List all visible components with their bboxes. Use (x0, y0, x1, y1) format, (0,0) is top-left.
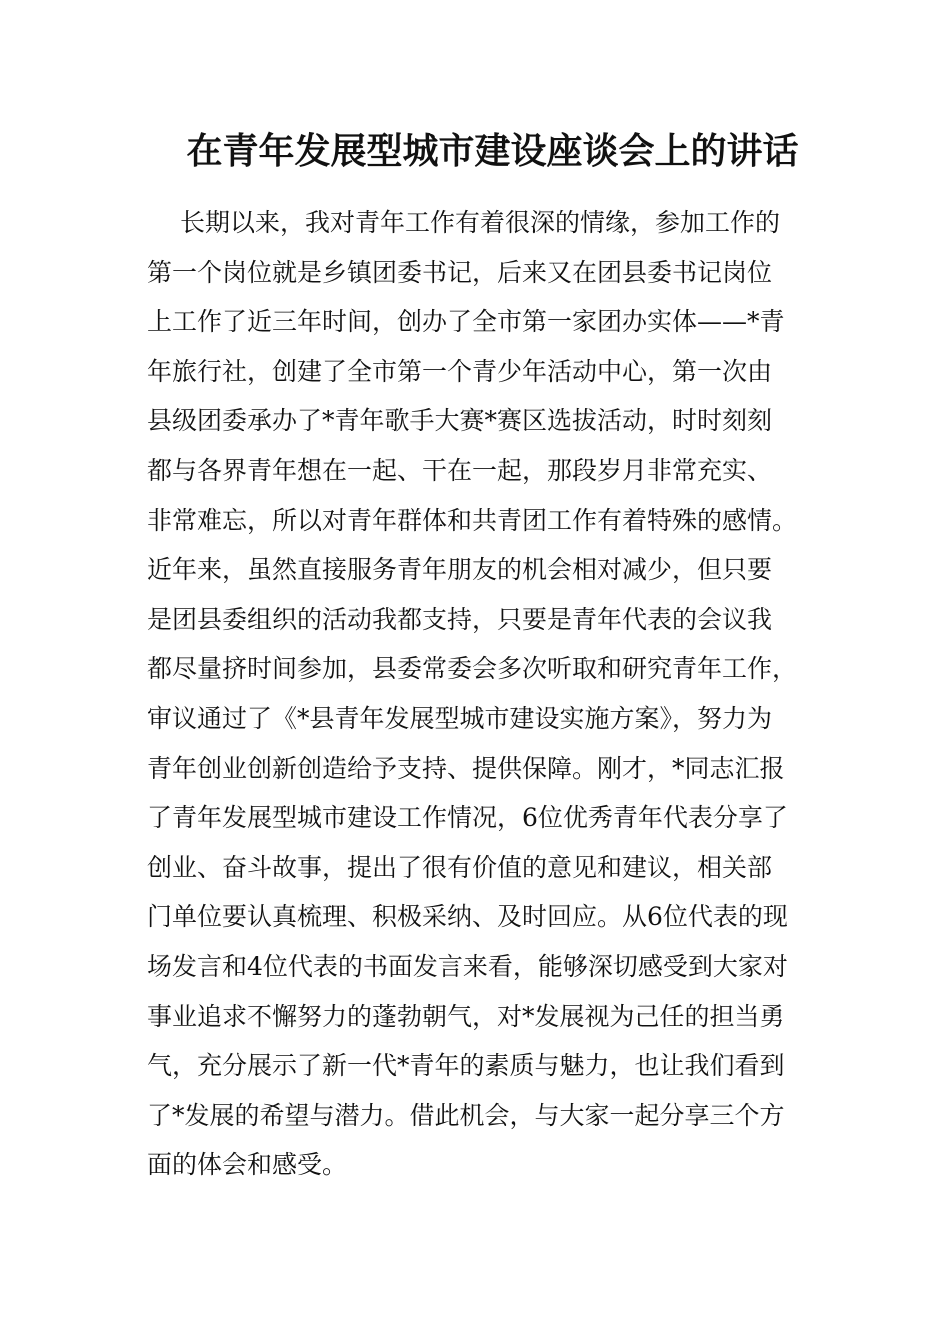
paragraph-line: 青年创业创新创造给予支持、提供保障。刚才，*同志汇报 (147, 753, 785, 783)
paragraph-line: 门单位要认真梳理、积极采纳、及时回应。从6位代表的现 (147, 902, 788, 932)
paragraph-line: 上工作了近三年时间，创办了全市第一家团办实体——*青 (147, 307, 785, 337)
paragraph-line: 第一个岗位就是乡镇团委书记，后来又在团县委书记岗位 (147, 257, 773, 287)
paragraph-line: 创业、奋斗故事，提出了很有价值的意见和建议，相关部 (147, 852, 773, 882)
paragraph-line: 长期以来，我对青年工作有着很深的情缘，参加工作的 (180, 208, 781, 237)
paragraph-line: 事业追求不懈努力的蓬勃朝气，对*发展视为己任的担当勇 (147, 1001, 785, 1031)
paragraph-line: 县级团委承办了*青年歌手大赛*赛区选拔活动，时时刻刻 (147, 406, 773, 436)
paragraph-line: 面的体会和感受。 (147, 1150, 348, 1180)
paragraph-line: 都与各界青年想在一起、干在一起，那段岁月非常充实、 (147, 455, 773, 485)
paragraph-line: 都尽量挤时间参加，县委常委会多次听取和研究青年工作， (147, 654, 798, 684)
paragraph-line: 是团县委组织的活动我都支持，只要是青年代表的会议我 (147, 604, 773, 634)
paragraph-line: 了*发展的希望与潜力。借此机会，与大家一起分享三个方 (147, 1100, 785, 1130)
page-title: 在青年发展型城市建设座谈会上的讲话 (186, 130, 799, 172)
paragraph-line: 年旅行社，创建了全市第一个青少年活动中心，第一次由 (147, 356, 773, 386)
paragraph-line: 场发言和4位代表的书面发言来看，能够深切感受到大家对 (147, 951, 788, 981)
paragraph-line: 近年来，虽然直接服务青年朋友的机会相对减少，但只要 (147, 555, 773, 585)
body-paragraph (147, 198, 827, 1190)
paragraph-line: 审议通过了《*县青年发展型城市建设实施方案》，努力为 (147, 703, 773, 733)
paragraph-line: 非常难忘，所以对青年群体和共青团工作有着特殊的感情。 (147, 505, 798, 535)
paragraph-line: 了青年发展型城市建设工作情况，6位优秀青年代表分享了 (147, 803, 788, 833)
paragraph-line: 气，充分展示了新一代*青年的素质与魅力，也让我们看到 (147, 1051, 785, 1081)
